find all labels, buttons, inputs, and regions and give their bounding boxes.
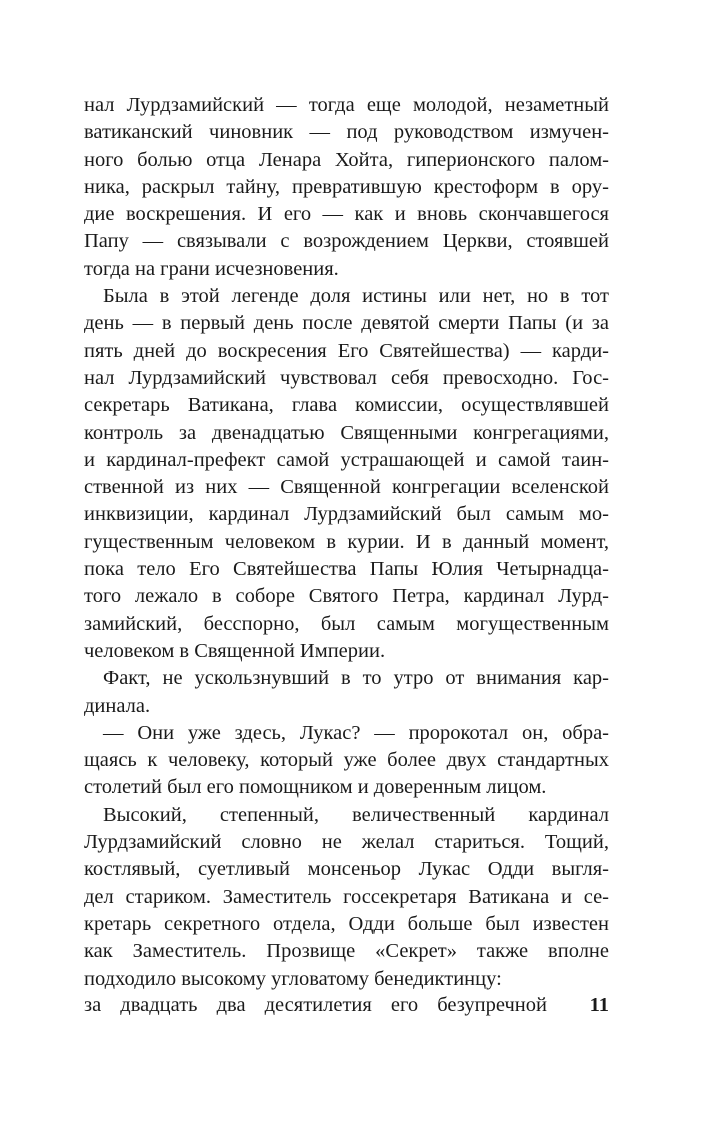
- text-line: дел стариком. Заместитель госсекретаря Ватикана и се-: [84, 885, 609, 908]
- text-line: того лежало в соборе Святого Петра, кардинал Лурд-: [84, 585, 609, 608]
- text-line: Высокий, степенный, величественный кардинал: [103, 803, 609, 826]
- text-line: щаясь к человеку, который уже более двух стандартных: [84, 749, 609, 772]
- text-line: инквизиции, кардинал Лурдзамийский был самым мо-: [84, 503, 609, 526]
- text-line: — Они уже здесь, Лукас? — пророкотал он, обра-: [103, 721, 609, 744]
- text-line: и кардинал-префект самой устрашающей и самой таин-: [84, 448, 609, 471]
- text-line: Факт, не ускользнувший в то утро от внимания кар-: [103, 667, 609, 690]
- text-line: костлявый, суетливый монсеньор Лукас Одди выгля-: [84, 858, 609, 881]
- text-line: ного болью отца Ленара Хойта, гиперионского палом-: [84, 148, 609, 171]
- text-line: Папу — связывали с возрождением Церкви, стоявшей: [84, 230, 609, 253]
- text-line: гущественным человеком в курии. И в данный момент,: [84, 530, 609, 553]
- text-line: замийский, бесспорно, был самым могущественным: [84, 612, 609, 635]
- text-line: дие воскрешения. И его — как и вновь скончавшегося: [84, 203, 609, 226]
- text-line: день — в первый день после девятой смерти Папы (и за: [84, 312, 609, 335]
- text-line: ственной из них — Священной конгрегации вселенской: [84, 476, 609, 499]
- text-line: нал Лурдзамийский чувствовал себя превосходно. Гос-: [84, 366, 609, 389]
- text-line: пять дней до воскресения Его Святейшества) — карди-: [84, 339, 609, 362]
- text-line: как Заместитель. Прозвище «Секрет» также вполне: [84, 940, 609, 963]
- text-line: подходило высокому угловатому бенедиктинцу:: [84, 967, 502, 990]
- text-line-last: за двадцать два десятилетия его безупречной: [84, 994, 547, 1016]
- text-line: человеком в Священной Империи.: [84, 639, 386, 662]
- text-line: столетий был его помощником и доверенным лицом.: [84, 776, 547, 799]
- text-line: секретарь Ватикана, глава комиссии, осуществлявшей: [84, 394, 609, 417]
- text-line: динала.: [84, 694, 151, 717]
- text-line: ника, раскрыл тайну, превратившую крестоформ в ору-: [84, 175, 609, 198]
- text-line: Лурдзамийский словно не желал стариться. Тощий,: [84, 831, 609, 854]
- text-line: тогда на грани исчезновения.: [84, 257, 339, 280]
- text-line: кретарь секретного отдела, Одди больше был известен: [84, 912, 609, 935]
- text-line: Была в этой легенде доля истины или нет, но в тот: [103, 285, 609, 308]
- text-line: пока тело Его Святейшества Папы Юлия Четырнадца-: [84, 558, 609, 581]
- text-line: нал Лурдзамийский — тогда еще молодой, незаметный: [84, 94, 609, 116]
- page-number: 11: [589, 994, 609, 1016]
- text-line: ватиканский чиновник — под руководством измучен-: [84, 121, 609, 144]
- text-line: контроль за двенадцатью Священными конгрегациями,: [84, 421, 609, 444]
- page-text-block: [84, 92, 609, 993]
